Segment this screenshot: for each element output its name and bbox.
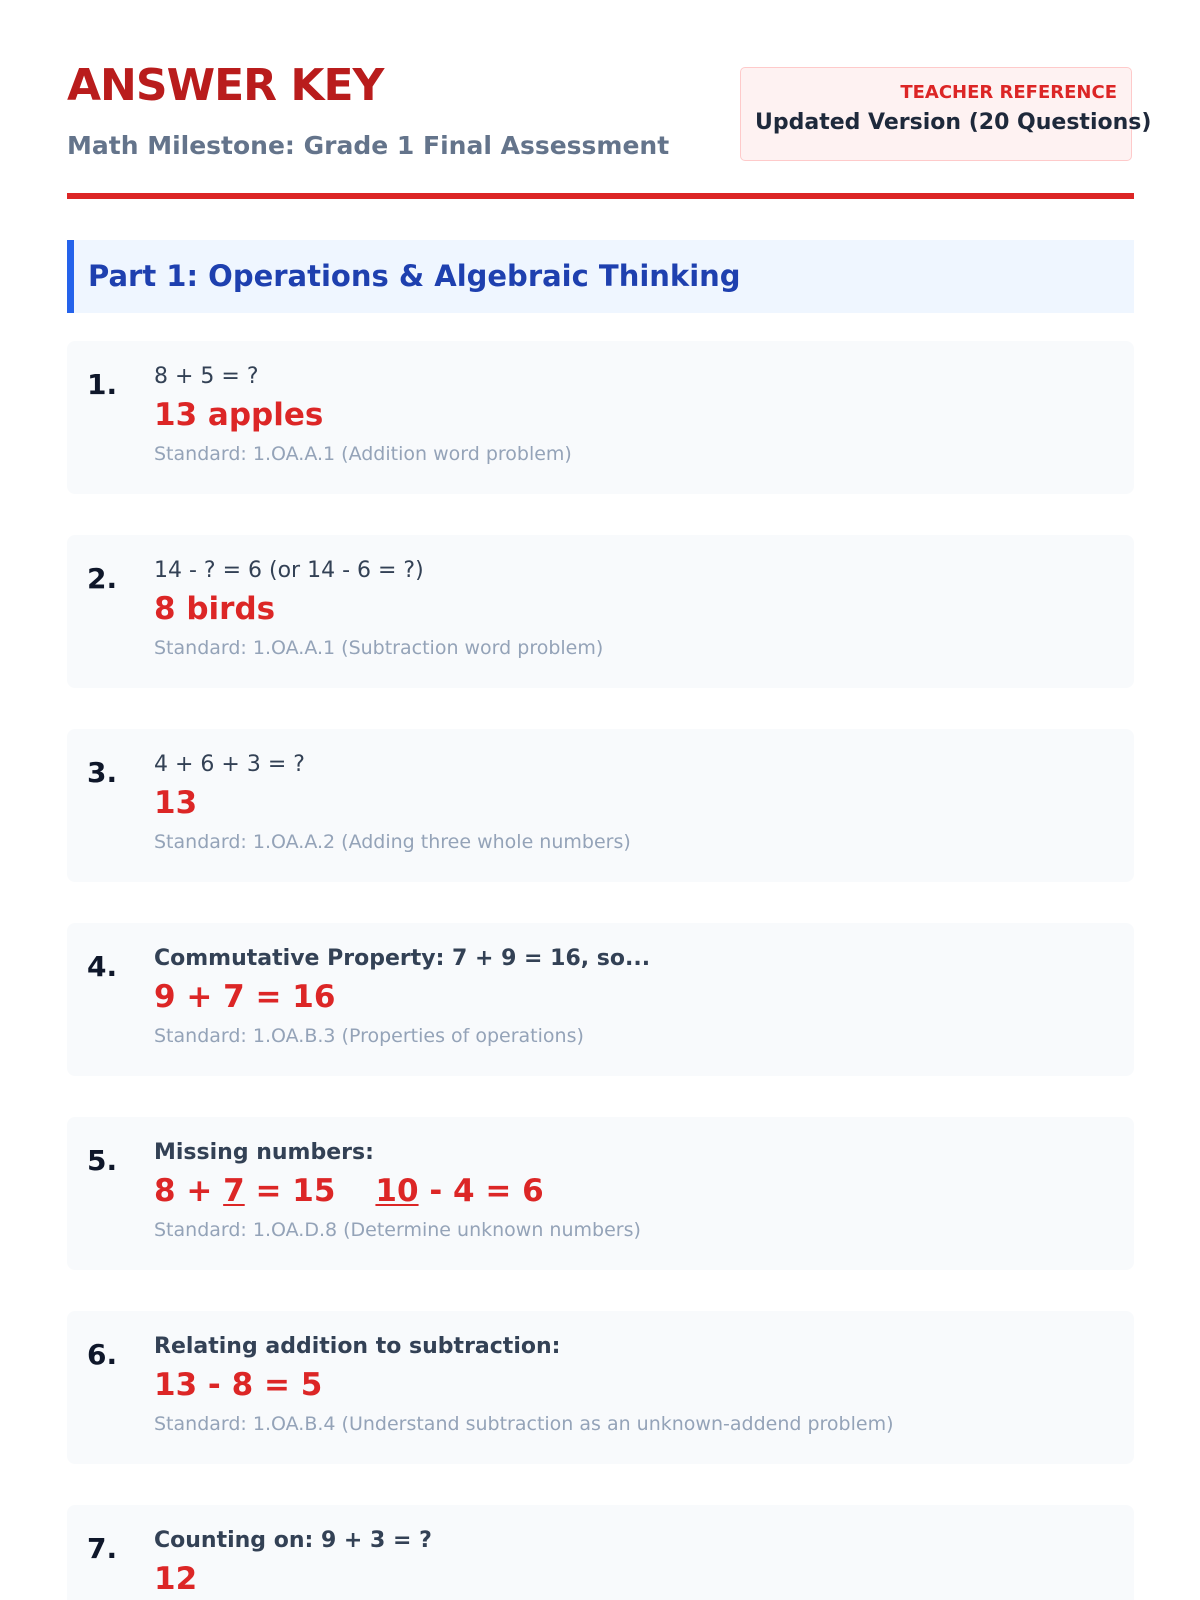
question-number: 5.	[87, 1144, 118, 1177]
question-standard: Standard: 1.OA.B.4 (Understand subtraction as an unknown-addend problem)	[154, 1413, 894, 1435]
page-title: ANSWER KEY	[67, 60, 384, 111]
answer-part-b-missing: 10	[375, 1173, 419, 1209]
question-body	[154, 1527, 1114, 1599]
header-divider	[67, 193, 1134, 199]
question-card	[67, 1505, 1134, 1600]
question-standard: Standard: 1.OA.A.1 (Subtraction word problem)	[154, 637, 604, 659]
question-card	[67, 1311, 1134, 1464]
question-answer	[154, 1171, 1114, 1211]
question-card	[67, 923, 1134, 1076]
question-number: 1.	[87, 368, 118, 401]
question-number: 6.	[87, 1338, 118, 1371]
question-prompt: 14 - ? = 6 (or 14 - 6 = ?)	[154, 558, 424, 583]
question-standard: Standard: 1.OA.A.2 (Adding three whole numbers)	[154, 831, 631, 853]
answer-part-a-after: = 15	[244, 1173, 336, 1209]
question-answer: 13	[154, 785, 198, 821]
question-body	[154, 751, 1114, 855]
question-standard: Standard: 1.OA.B.3 (Properties of operations)	[154, 1025, 584, 1047]
question-prompt: 4 + 6 + 3 = ?	[154, 752, 305, 777]
question-body	[154, 1139, 1114, 1243]
answer-part-a-missing: 7	[223, 1173, 245, 1209]
page-subtitle: Math Milestone: Grade 1 Final Assessment	[67, 131, 670, 160]
question-answer: 12	[154, 1561, 198, 1597]
question-card	[67, 1117, 1134, 1270]
header	[67, 0, 1152, 200]
teacher-reference-label: TEACHER REFERENCE	[900, 82, 1117, 103]
answer-part-a-before: 8 +	[154, 1173, 224, 1209]
question-number: 3.	[87, 756, 118, 789]
question-card	[67, 341, 1134, 494]
question-body	[154, 945, 1114, 1049]
section-banner	[67, 240, 1134, 313]
question-answer: 8 birds	[154, 591, 276, 627]
section-title: Part 1: Operations & Algebraic Thinking	[88, 259, 741, 293]
question-prompt: Missing numbers:	[154, 1140, 374, 1165]
answer-part-b-after: - 4 = 6	[418, 1173, 544, 1209]
question-number: 4.	[87, 950, 118, 983]
question-standard: Standard: 1.OA.D.8 (Determine unknown numbers)	[154, 1219, 641, 1241]
question-standard: Standard: 1.OA.A.1 (Addition word problem)	[154, 443, 572, 465]
question-body	[154, 1333, 1114, 1437]
question-card	[67, 535, 1134, 688]
question-list	[67, 341, 1134, 1600]
question-prompt: Counting on: 9 + 3 = ?	[154, 1528, 432, 1553]
question-prompt: 8 + 5 = ?	[154, 364, 259, 389]
teacher-reference-box	[740, 67, 1152, 161]
question-answer: 9 + 7 = 16	[154, 979, 336, 1015]
question-number: 2.	[87, 562, 118, 595]
question-answer: 13 - 8 = 5	[154, 1367, 323, 1403]
version-label: Updated Version (20 Questions)	[755, 110, 1152, 136]
question-answer: 13 apples	[154, 397, 324, 433]
question-prompt: Commutative Property: 7 + 9 = 16, so...	[154, 946, 651, 971]
question-body	[154, 557, 1114, 661]
question-number: 7.	[87, 1532, 118, 1565]
question-prompt: Relating addition to subtraction:	[154, 1334, 561, 1359]
question-body	[154, 363, 1114, 467]
question-card	[67, 729, 1134, 882]
